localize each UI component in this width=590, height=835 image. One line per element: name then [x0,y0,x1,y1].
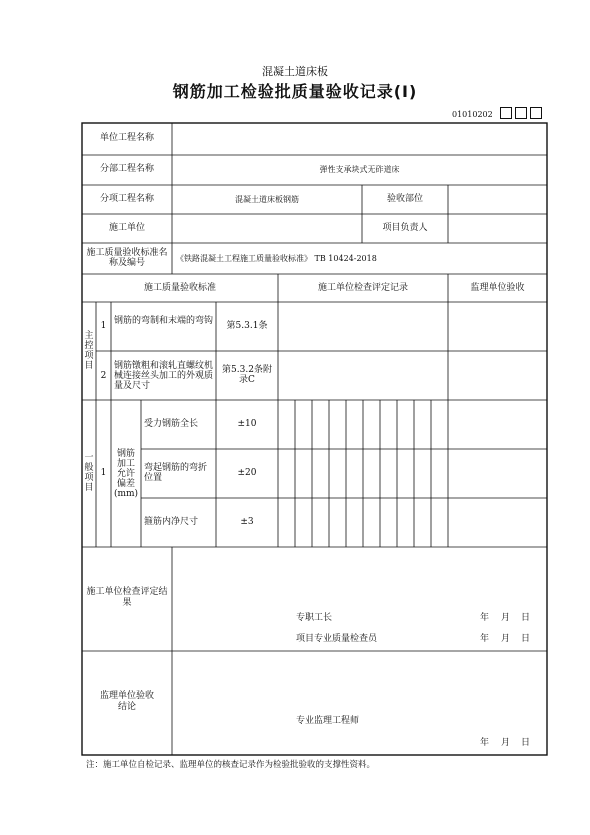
col-standard-header: 施工质量验收标准 [143,283,216,293]
foreman-year: 年 [480,613,490,623]
foreman-month: 月 [501,613,511,623]
main-item-1-ref: 第5.3.1条 [226,321,268,331]
main-item-1-no: 1 [100,321,107,331]
inspector-month: 月 [501,634,511,644]
form-subtitle: 混凝土道床板 [262,65,328,78]
subitem-label: 分项工程名称 [99,194,154,204]
standard-field[interactable]: 《铁路混凝土工程施工质量验收标准》 TB 10424-2018 [176,254,377,263]
division-field[interactable]: 弹性支承块式无砟道床 [319,165,400,174]
general-item-no: 1 [100,468,107,478]
general-item-3-tol: ±3 [240,517,254,527]
main-item-2-text: 钢筋镦粗和滚轧直螺纹机械连接丝头加工的外观质量及尺寸 [114,361,214,391]
supervision-month: 月 [501,738,511,748]
main-item-2-ref: 第5.3.2条附录C [222,365,272,385]
general-group-label: 钢筋加工允许偏差(mm) [113,449,139,499]
supervision-result-label: 监理单位验收结论 [99,691,154,712]
inspector-label: 项目专业质量检查员 [296,634,378,644]
supervision-year: 年 [480,738,490,748]
foreman-day: 日 [521,613,531,623]
inspector-year: 年 [480,634,490,644]
general-label: 一般项目 [84,453,94,493]
construction-unit-label: 施工单位 [108,223,145,233]
col-supervision-header: 监理单位验收 [470,283,525,293]
form-code: 01010202 [452,110,493,119]
main-item-2-no: 2 [100,371,107,381]
footer-note: 注：施工单位自检记录、监理单位的核查记录作为检验批验收的支撑性资料。 [86,760,376,770]
general-item-1-text: 受力钢筋全长 [144,419,199,429]
division-label: 分部工程名称 [99,164,154,174]
foreman-label: 专职工长 [296,613,333,623]
col-construction-check-header: 施工单位检查评定记录 [317,283,408,293]
main-control-label: 主控项目 [84,331,94,371]
unit-project-label: 单位工程名称 [99,133,154,143]
general-item-3-text: 箍筋内净尺寸 [144,517,199,527]
standard-label: 施工质量验收标准名称及编号 [86,248,168,268]
inspector-day: 日 [521,634,531,644]
inspection-part-label: 验收部位 [386,194,423,204]
project-leader-label: 项目负责人 [382,223,428,233]
subitem-field[interactable]: 混凝土道床板钢筋 [235,195,299,204]
general-item-2-tol: ±20 [237,468,257,478]
general-item-1-tol: ±10 [237,419,257,429]
form-title: 钢筋加工检验批质量验收记录(Ⅰ) [172,82,418,101]
general-item-2-text: 弯起钢筋的弯折位置 [144,463,208,483]
construction-result-label: 施工单位检查评定结果 [86,587,168,608]
supervision-engineer-label: 专业监理工程师 [296,716,360,726]
supervision-day: 日 [521,738,531,748]
main-item-1-text: 钢筋的弯制和末端的弯钩 [114,316,214,326]
